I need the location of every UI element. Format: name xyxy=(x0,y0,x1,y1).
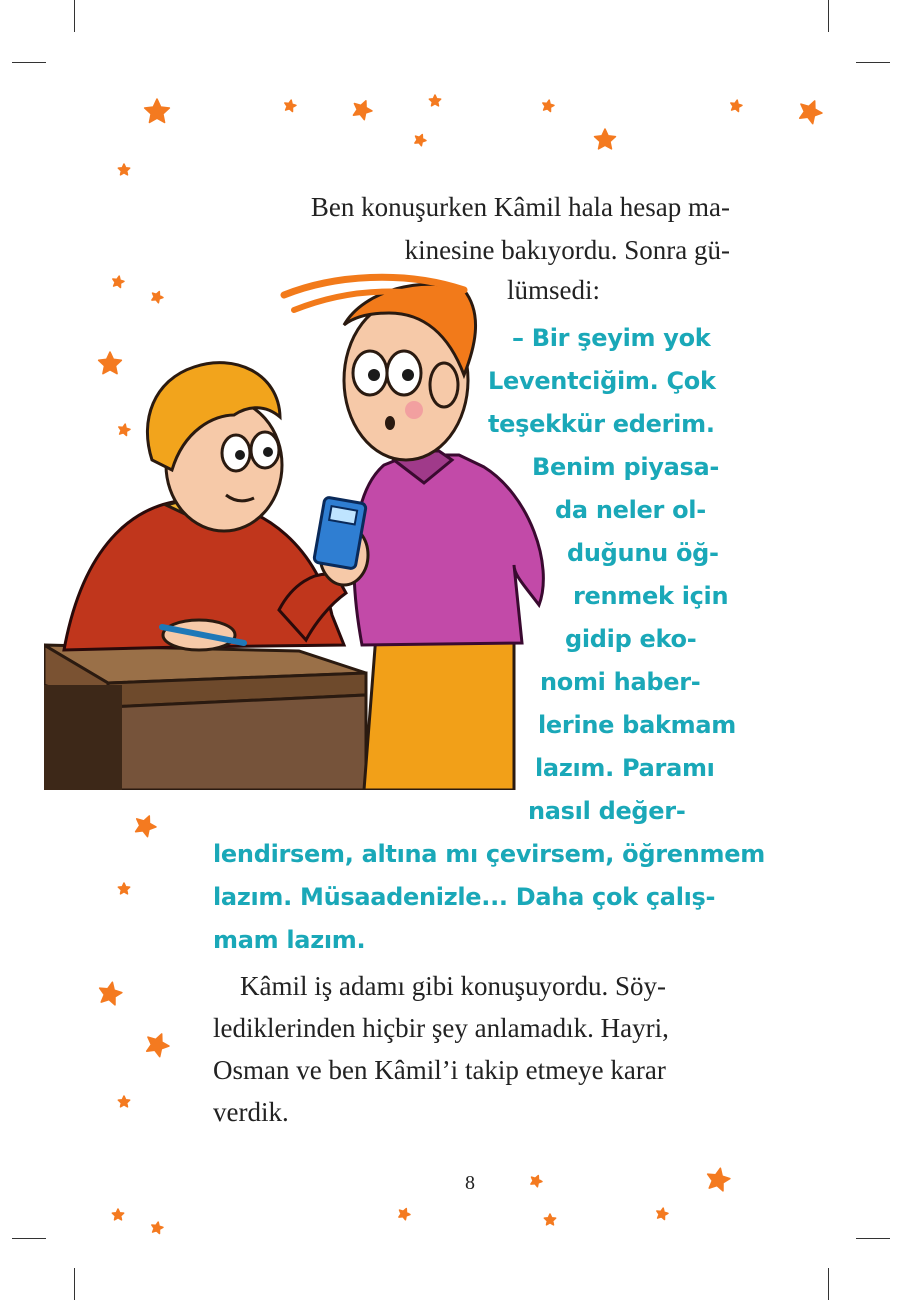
star-icon xyxy=(118,1096,130,1108)
crop-mark xyxy=(856,62,890,63)
crop-mark xyxy=(12,62,46,63)
star-icon xyxy=(656,1208,668,1220)
narration-line: Kâmil iş adamı gibi konuşuyordu. Söy- xyxy=(240,971,666,1001)
star-icon xyxy=(284,100,296,112)
crop-mark xyxy=(74,1268,75,1300)
star-icon xyxy=(352,100,372,120)
crop-mark xyxy=(74,0,75,32)
dialogue-line: lendirsem, altına mı çevirsem, öğrenmem xyxy=(213,840,765,868)
illustration-two-boys xyxy=(44,255,574,794)
star-icon xyxy=(98,982,122,1006)
page-number: 8 xyxy=(465,1172,475,1194)
star-icon xyxy=(112,1209,124,1221)
dialogue-line: teşekkür ederim. xyxy=(488,410,715,438)
dialogue-line: Benim piyasa- xyxy=(532,453,720,481)
star-icon xyxy=(544,1214,556,1226)
narration-line: lediklerinden hiçbir şey anlamadık. Hayri, xyxy=(213,1013,669,1043)
narration-line: Osman ve ben Kâmil’i takip etmeye karar xyxy=(213,1055,666,1085)
star-icon xyxy=(594,129,616,151)
star-icon xyxy=(118,164,130,176)
star-icon xyxy=(134,815,156,837)
star-icon xyxy=(730,100,742,112)
narration-line: Ben konuşurken Kâmil hala hesap ma- xyxy=(310,192,730,222)
dialogue-line: nasıl değer- xyxy=(528,797,686,825)
narration-line: lümsedi: xyxy=(507,275,600,305)
dialogue-line: gidip eko- xyxy=(565,625,697,653)
star-icon xyxy=(398,1208,410,1220)
narration-line: kinesine bakıyordu. Sonra gü- xyxy=(404,235,730,265)
dialogue-line: duğunu öğ- xyxy=(567,539,719,567)
star-icon xyxy=(118,883,130,895)
star-icon xyxy=(542,100,554,112)
crop-mark xyxy=(12,1238,46,1239)
star-icon xyxy=(144,99,170,125)
dialogue-line: mam lazım. xyxy=(213,926,366,954)
crop-mark xyxy=(828,1268,829,1300)
dialogue-line: lazım. Müsaadenizle... Daha çok çalış- xyxy=(213,883,716,911)
dialogue-line: lazım. Paramı xyxy=(535,754,715,782)
star-icon xyxy=(145,1033,169,1057)
star-icon xyxy=(151,1222,163,1234)
narration-line: verdik. xyxy=(213,1097,289,1127)
dialogue-line: renmek için xyxy=(573,582,729,610)
star-icon xyxy=(798,100,822,124)
dialogue-line: nomi haber- xyxy=(540,668,701,696)
star-icon xyxy=(429,95,441,107)
crop-mark xyxy=(828,0,829,32)
crop-mark xyxy=(856,1238,890,1239)
star-icon xyxy=(706,1168,730,1192)
dialogue-line: da neler ol- xyxy=(555,496,706,524)
dialogue-line: – Bir şeyim yok xyxy=(512,324,711,352)
star-icon xyxy=(414,134,426,146)
star-icon xyxy=(530,1175,542,1187)
dialogue-line: lerine bakmam xyxy=(538,711,736,739)
dialogue-line: Leventciğim. Çok xyxy=(488,367,716,395)
